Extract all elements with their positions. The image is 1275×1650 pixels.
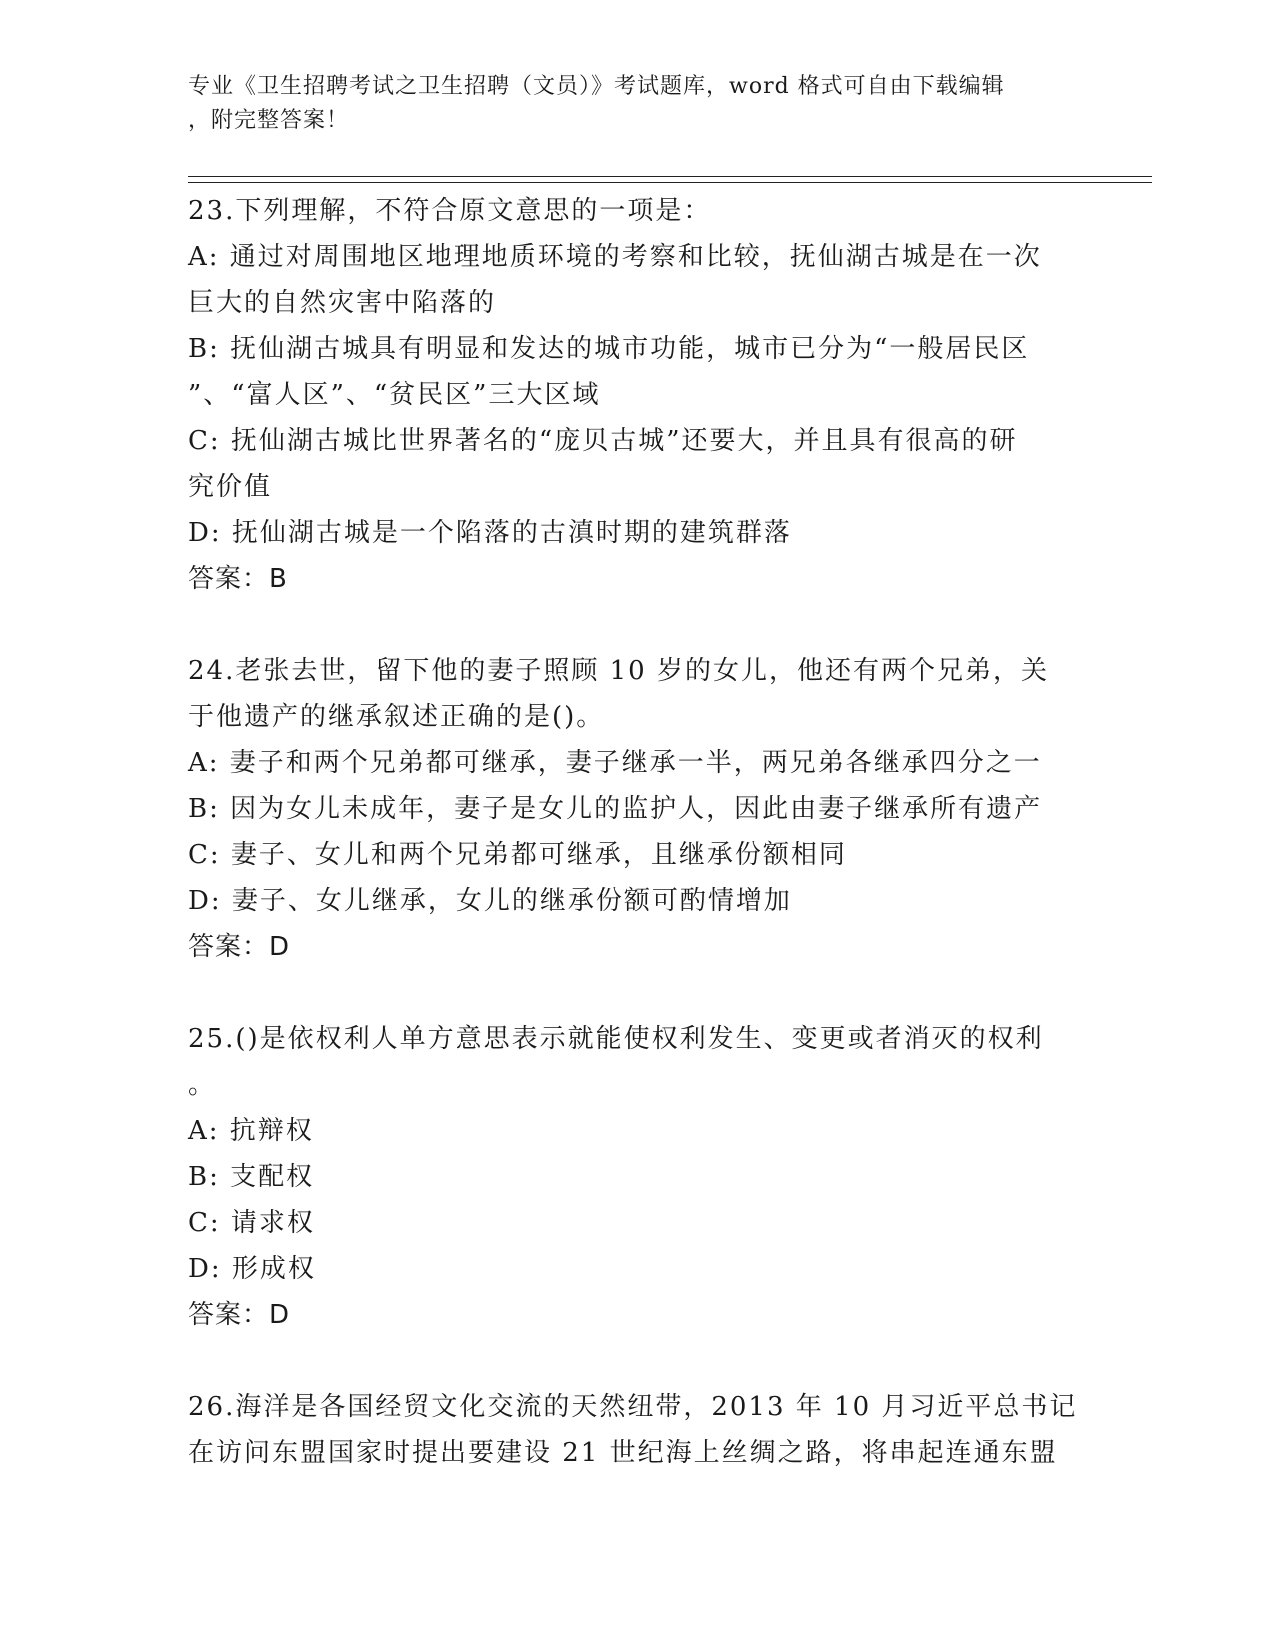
spacer <box>188 970 1088 1016</box>
option-a: A: 通过对周围地区地理地质环境的考察和比较，抚仙湖古城是在一次 <box>188 242 1042 272</box>
question-list <box>188 188 1088 1476</box>
option-d: D: 抚仙湖古城是一个陷落的古滇时期的建筑群落 <box>188 518 792 548</box>
option-b: B: 支配权 <box>188 1162 315 1192</box>
option-a-cont: 巨大的自然灾害中陷落的 <box>188 288 497 318</box>
question-stem: 25.()是依权利人单方意思表示就能使权利发生、变更或者消灭的权利 <box>188 1024 1044 1054</box>
answer: 答案：D <box>188 1300 291 1330</box>
header-divider-bottom <box>188 182 1152 183</box>
spacer <box>188 1338 1088 1384</box>
option-c-cont: 究价值 <box>188 472 273 502</box>
option-b: B: 抚仙湖古城具有明显和发达的城市功能，城市已分为“一般居民区 <box>188 334 1030 364</box>
question-26 <box>188 1384 1088 1476</box>
option-c: C: 请求权 <box>188 1208 315 1238</box>
option-d: D: 形成权 <box>188 1254 316 1284</box>
question-stem-cont: 于他遗产的继承叙述正确的是()。 <box>188 702 605 732</box>
option-c: C: 妻子、女儿和两个兄弟都可继承，且继承份额相同 <box>188 840 847 870</box>
question-stem-cont: 。 <box>188 1070 217 1100</box>
header-line-2: ，附完整答案！ <box>188 108 350 133</box>
question-24 <box>188 648 1088 970</box>
question-stem: 26.海洋是各国经贸文化交流的天然纽带，2013 年 10 月习近平总书记 <box>188 1392 1078 1422</box>
option-a: A: 抗辩权 <box>188 1116 314 1146</box>
question-23 <box>188 188 1088 602</box>
document-header <box>188 70 1068 138</box>
header-divider-top <box>188 176 1152 177</box>
option-b: B: 因为女儿未成年，妻子是女儿的监护人，因此由妻子继承所有遗产 <box>188 794 1043 824</box>
question-stem: 23.下列理解，不符合原文意思的一项是： <box>188 196 712 226</box>
question-25 <box>188 1016 1088 1338</box>
answer: 答案：B <box>188 564 288 594</box>
option-b-cont: ”、“富人区”、“贫民区”三大区域 <box>188 380 601 410</box>
header-line-1: 专业《卫生招聘考试之卫生招聘（文员）》考试题库，word 格式可自由下载编辑 <box>188 74 1005 99</box>
option-d: D: 妻子、女儿继承，女儿的继承份额可酌情增加 <box>188 886 792 916</box>
spacer <box>188 602 1088 648</box>
question-stem-cont: 在访问东盟国家时提出要建设 21 世纪海上丝绸之路，将串起连通东盟 <box>188 1438 1058 1468</box>
answer: 答案：D <box>188 932 291 962</box>
question-stem: 24.老张去世，留下他的妻子照顾 10 岁的女儿，他还有两个兄弟，关 <box>188 656 1049 686</box>
option-c: C: 抚仙湖古城比世界著名的“庞贝古城”还要大，并且具有很高的研 <box>188 426 1018 456</box>
option-a: A: 妻子和两个兄弟都可继承，妻子继承一半，两兄弟各继承四分之一 <box>188 748 1042 778</box>
